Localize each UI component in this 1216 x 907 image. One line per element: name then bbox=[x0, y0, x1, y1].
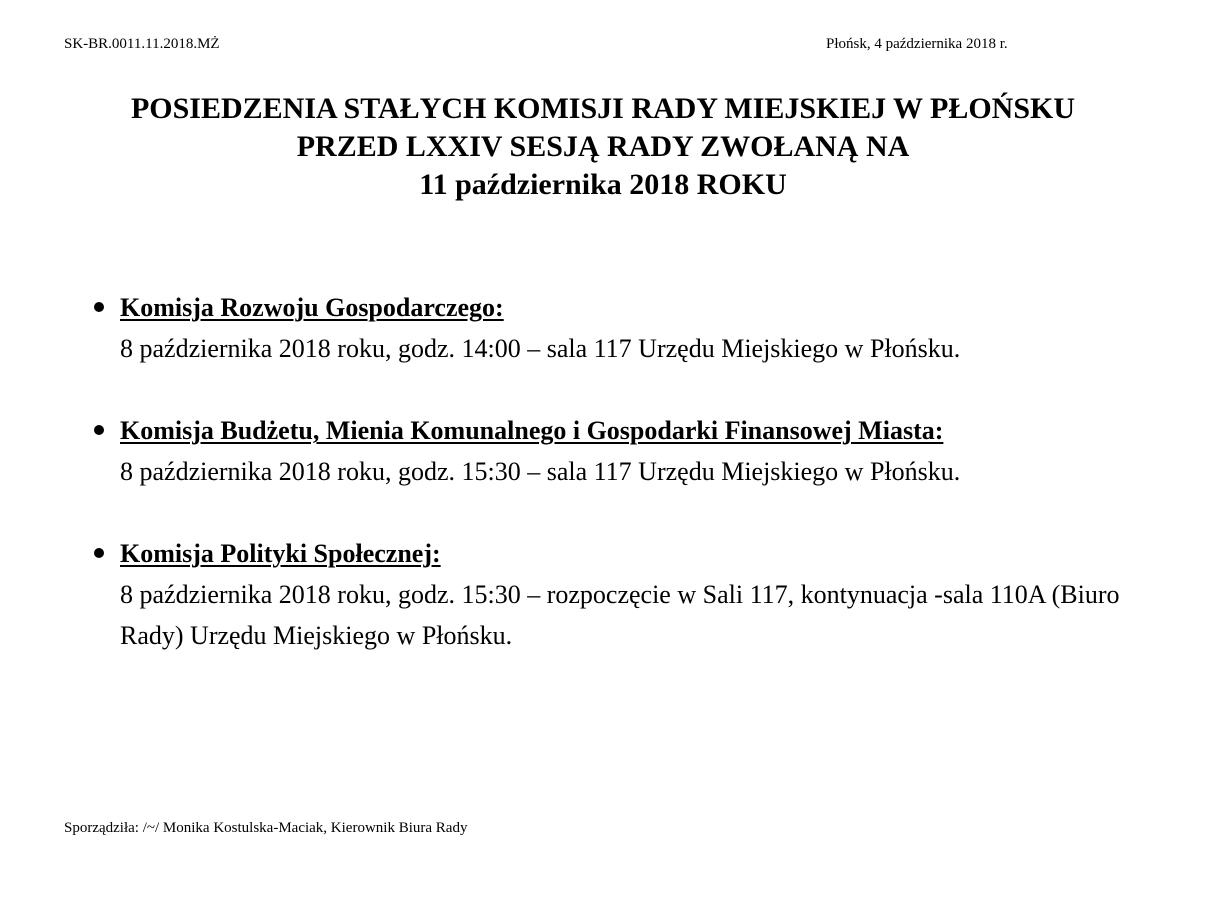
committee-list bbox=[90, 287, 1170, 656]
committee-name: Komisja Budżetu, Mienia Komunalnego i Gospodarki Finansowej Miasta: bbox=[120, 416, 944, 445]
bullet-icon bbox=[94, 425, 104, 435]
committee-item bbox=[90, 533, 1170, 656]
title-line-3: 11 października 2018 ROKU bbox=[419, 168, 787, 201]
title-line-1: POSIEDZENIA STAŁYCH KOMISJI RADY MIEJSKIEJ W PŁOŃSKU bbox=[130, 92, 1076, 125]
committee-details: 8 października 2018 roku, godz. 15:30 – rozpoczęcie w Sali 117, kontynuacja -sala 110A (Biuro Rady) Urzędu Miejskiego w Płońsku. bbox=[120, 580, 1120, 650]
document-reference: SK-BR.0011.11.2018.MŻ bbox=[64, 36, 220, 52]
committee-details: 8 października 2018 roku, godz. 15:30 – sala 117 Urzędu Miejskiego w Płońsku. bbox=[120, 457, 961, 486]
place-date: Płońsk, 4 października 2018 r. bbox=[826, 36, 1008, 52]
committee-name: Komisja Polityki Społecznej: bbox=[120, 539, 441, 568]
committee-item bbox=[90, 287, 1170, 369]
prepared-by: Sporządziła: /~/ Monika Kostulska-Maciak, Kierownik Biura Rady bbox=[64, 820, 468, 836]
title-line-2: PRZED LXXIV SESJĄ RADY ZWOŁANĄ NA bbox=[296, 130, 910, 163]
committee-details: 8 października 2018 roku, godz. 14:00 – sala 117 Urzędu Miejskiego w Płońsku. bbox=[120, 334, 961, 363]
document-title bbox=[0, 90, 1206, 204]
committee-item bbox=[90, 410, 1170, 492]
bullet-icon bbox=[94, 548, 104, 558]
committee-name: Komisja Rozwoju Gospodarczego: bbox=[120, 293, 504, 322]
bullet-icon bbox=[94, 302, 104, 312]
